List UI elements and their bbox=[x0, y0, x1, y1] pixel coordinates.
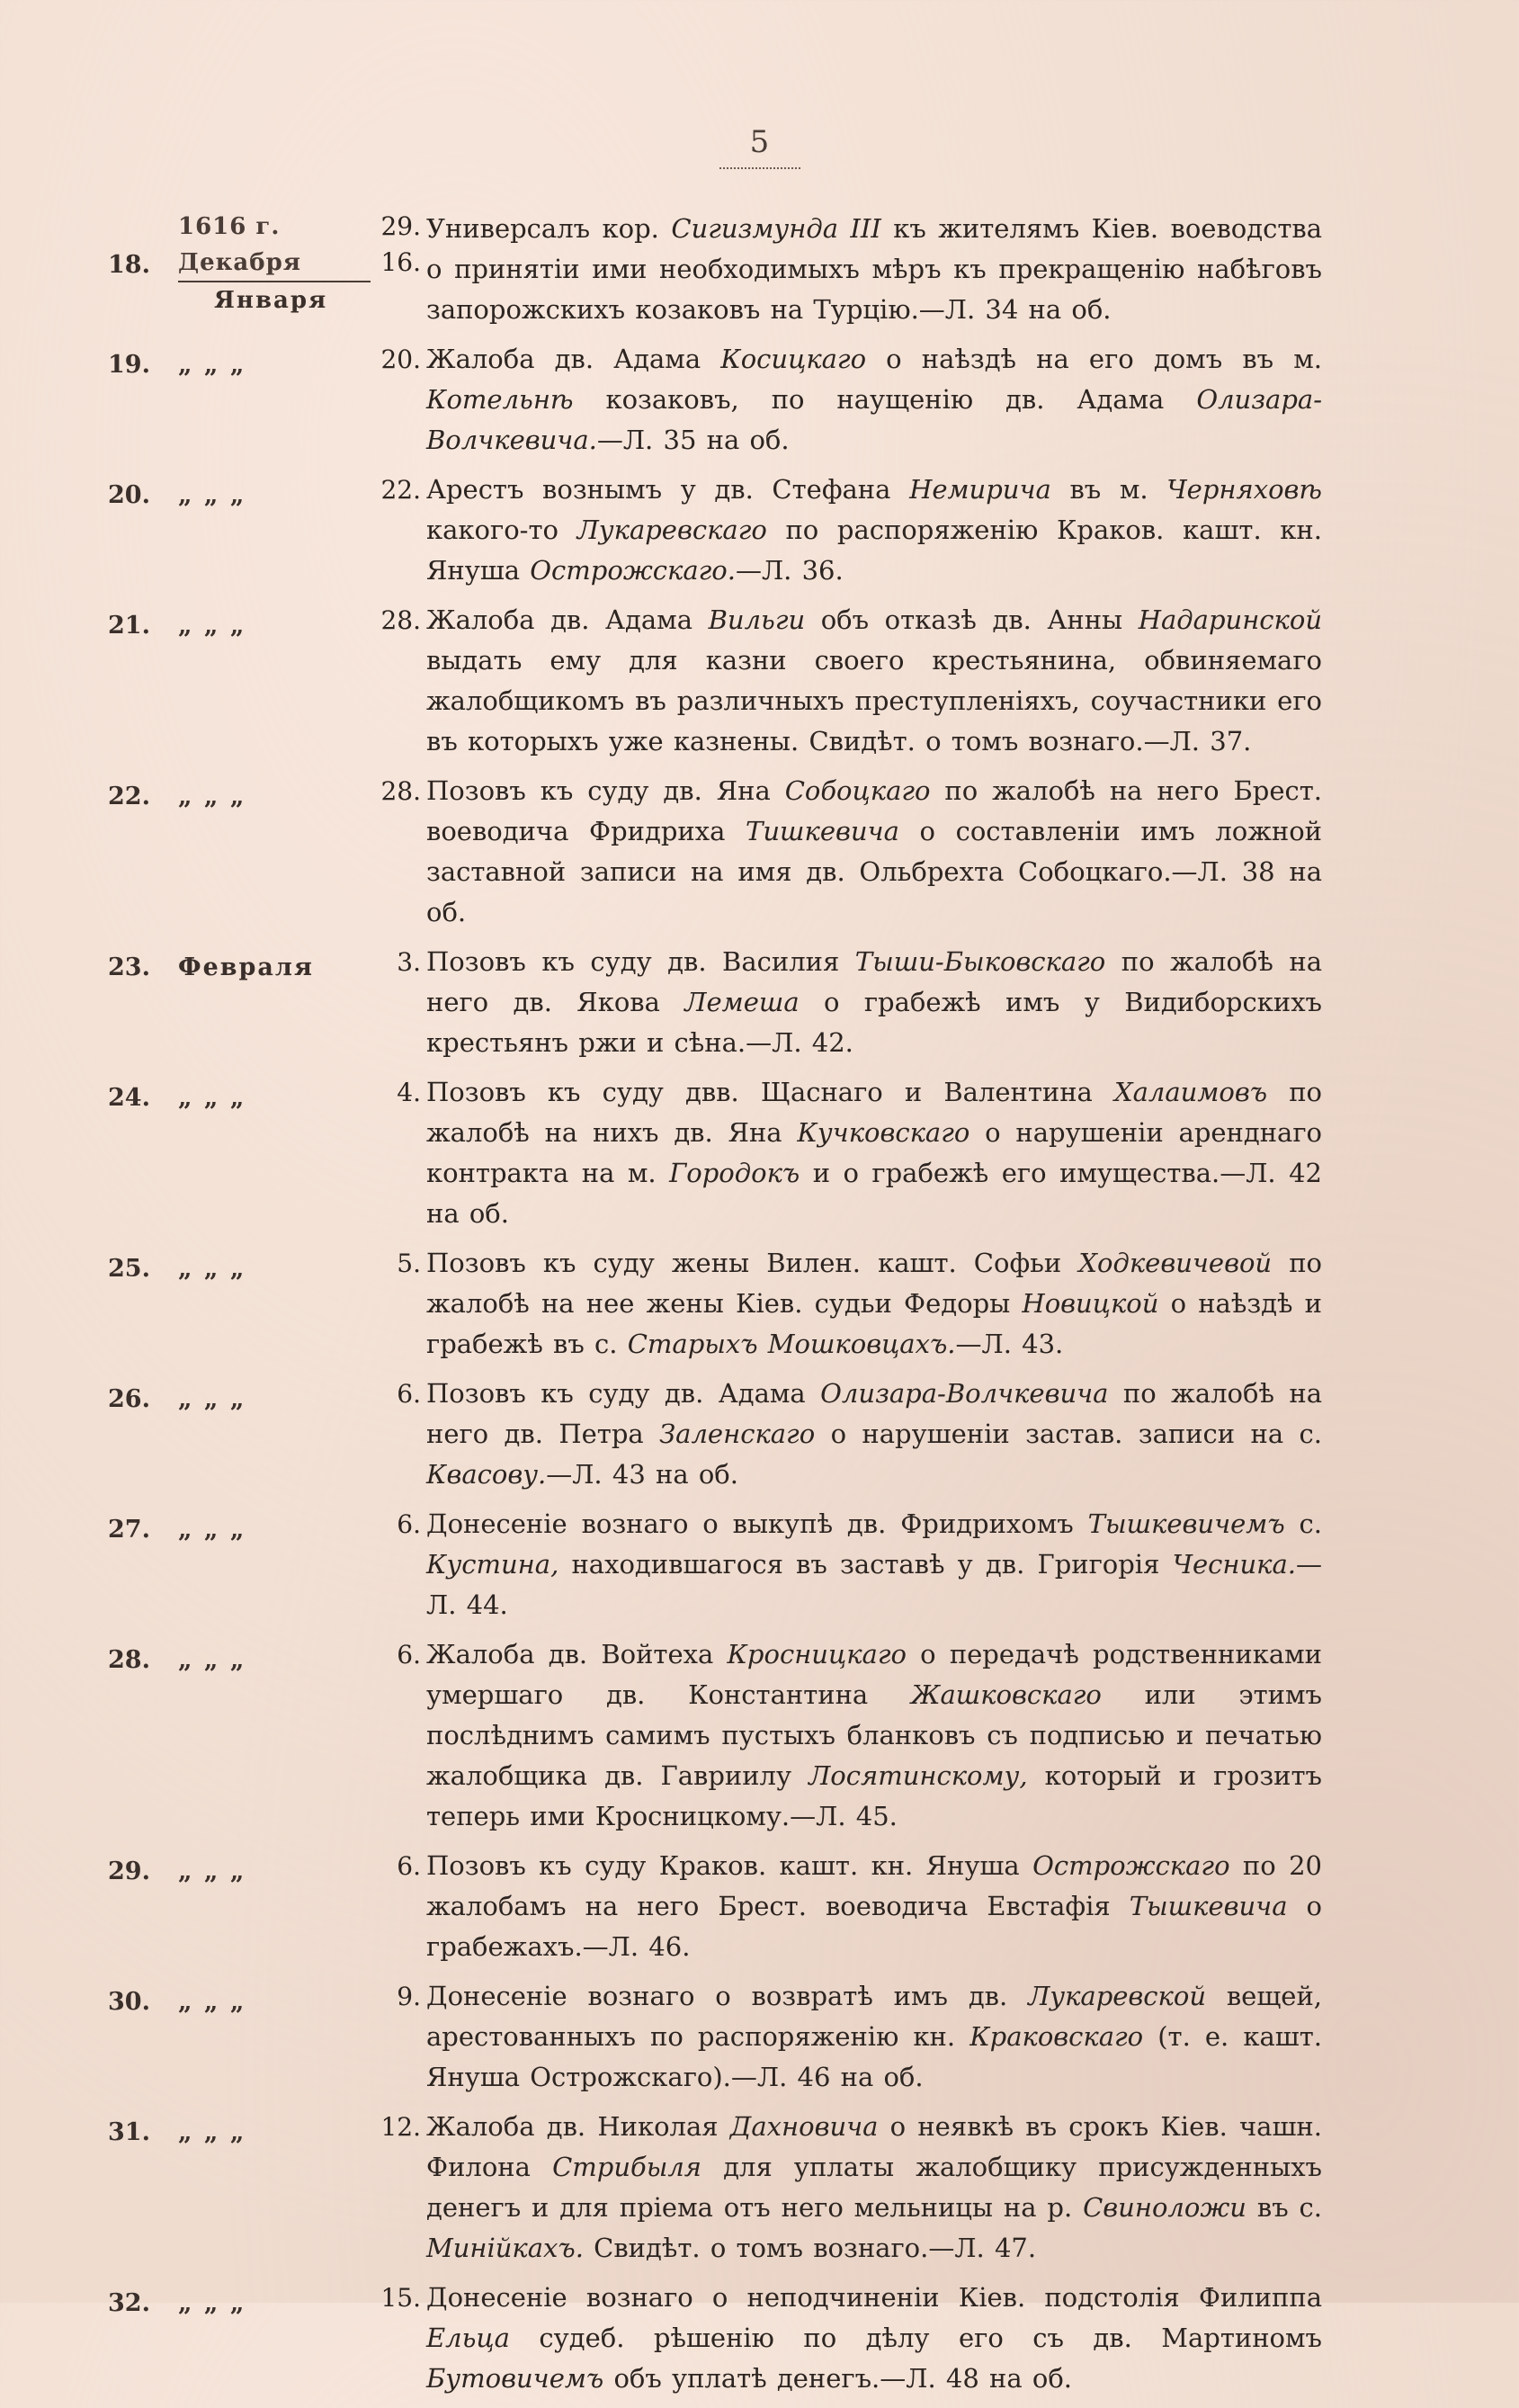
entry-description: Жалоба дв. Николая Дахновича о неявкѣ въ срокъ Кiев. чашн. Филона Стрибыля для уплаты жалобщику присужденныхъ денегъ и для прiема отъ него мельницы на р. Свиноложи въ с. Минiйкахъ. Свидѣт. о томъ вознаго.—Л. 47. bbox=[426, 2111, 1323, 2263]
entry-description: Донесенiе вознаго о возвратѣ имъ дв. Лукаревской вещей, арестованныхъ по распоряженiю кн. Краковскаго (т. е. кашт. Януша Острожскаго).—Л. 46 на об. bbox=[426, 1981, 1323, 2092]
entry-name-italic: Дахновича bbox=[729, 2111, 879, 2142]
entry-number: 21. bbox=[108, 612, 150, 640]
entry-number: 22. bbox=[108, 783, 150, 810]
entry-row bbox=[108, 1243, 1322, 1365]
entry-name-italic: Тышкевичемъ bbox=[1087, 1508, 1285, 1539]
entry-number: 19. bbox=[108, 351, 150, 379]
entry-month: „ „ „ bbox=[178, 612, 246, 640]
entry-month bbox=[164, 209, 376, 318]
entry-day: 6. bbox=[397, 1379, 421, 1409]
entry-month: Февраля bbox=[178, 953, 314, 981]
entry-date-new-style: Января bbox=[214, 287, 328, 314]
entry-month: „ „ „ bbox=[178, 1857, 246, 1885]
entry-day-old-style: 29. bbox=[380, 211, 421, 241]
entry-row bbox=[108, 209, 1322, 330]
entry-name-italic: Тышкевича bbox=[1129, 1891, 1288, 1921]
entry-name-italic: Кучковскаго bbox=[797, 1117, 970, 1148]
entry-number: 18. bbox=[108, 251, 150, 279]
entry-name-italic: Городокъ bbox=[669, 1158, 800, 1188]
entry-month: „ „ „ bbox=[178, 1988, 246, 2016]
entry-number: 27. bbox=[108, 1516, 150, 1544]
entry-number: 20. bbox=[108, 481, 150, 509]
entry-day: 28. bbox=[380, 605, 421, 635]
entry-number: 26. bbox=[108, 1385, 150, 1413]
entry-name-italic: Чесника. bbox=[1172, 1549, 1296, 1580]
entry-month: „ „ „ bbox=[178, 1084, 246, 1112]
entry-name-italic: Кросницкаго bbox=[727, 1639, 907, 1669]
entry-name-italic: Острожскаго. bbox=[530, 555, 736, 586]
entry-description: Арестъ вознымъ у дв. Стефана Немирича въ м. Черняховѣ какого-то Лукаревскаго по распоряженiю Краков. кашт. кн. Януша Острожскаго.—Л. 36. bbox=[426, 474, 1322, 586]
entry-month: „ „ „ bbox=[178, 481, 246, 509]
entry-name-italic: Краковскаго bbox=[969, 2021, 1144, 2052]
entry-name-italic: Тыши-Быковскаго bbox=[854, 946, 1106, 977]
entry-row bbox=[108, 1976, 1322, 2098]
entry-row bbox=[108, 771, 1322, 933]
entry-day: 6. bbox=[397, 1851, 421, 1881]
entry-month: „ „ „ bbox=[178, 351, 246, 379]
entry-name-italic: Ходкевичевой bbox=[1078, 1248, 1273, 1278]
entry-description: Донесенiе вознаго о неподчиненiи Кiев. подстолiя Филиппа Ельца судеб. рѣшенiю по дѣлу его съ дв. Мартиномъ Бутовичемъ объ уплатѣ денегъ.—Л. 48 на об. bbox=[426, 2282, 1322, 2394]
entry-day: 6. bbox=[397, 1640, 421, 1669]
entry-row bbox=[108, 2278, 1322, 2399]
entry-name-italic: Минiйкахъ. bbox=[426, 2233, 584, 2263]
entry-month: „ „ „ bbox=[178, 1255, 246, 1283]
page-number-text: 5 bbox=[749, 124, 770, 160]
entry-day: 12. bbox=[380, 2112, 421, 2142]
entry-number: 24. bbox=[108, 1084, 150, 1112]
entry-name-italic: Старыхъ Мошковцахъ. bbox=[627, 1329, 956, 1359]
entry-row bbox=[108, 942, 1322, 1063]
entry-name-italic: Вильги bbox=[708, 604, 806, 635]
entry-month: „ „ „ bbox=[178, 2118, 246, 2146]
entry-description: Жалоба дв. Адама Вильги объ отказѣ дв. Анны Надаринской выдать ему для казни своего крестьянина, обвиняемаго жалобщикомъ въ различныхъ преступленiяхъ, соучастники его въ которыхъ уже казнены. Свидѣт. о томъ вознаго.—Л. 37. bbox=[426, 604, 1322, 756]
entry-name-italic: Надаринской bbox=[1138, 604, 1322, 635]
entry-name-italic: Лукаревской bbox=[1028, 1981, 1206, 2011]
entry-name-italic: Косицкаго bbox=[720, 344, 867, 374]
entry-day: 22. bbox=[380, 475, 421, 505]
register-entries bbox=[108, 209, 1322, 2408]
entry-name-italic: Немирича bbox=[909, 474, 1051, 505]
entry-day: 5. bbox=[397, 1249, 421, 1278]
entry-name-italic: Свиноложи bbox=[1083, 2192, 1246, 2223]
entry-row bbox=[108, 2107, 1322, 2269]
entry-name-italic: Стрибыля bbox=[552, 2152, 701, 2182]
entry-description: Жалоба дв. Адама Косицкаго о наѣздѣ на его домъ въ м. Котельнѣ козаковъ, по наущенiю дв. Адама Олизара-Волчкевича.—Л. 35 на об. bbox=[426, 344, 1322, 455]
entry-row bbox=[108, 1504, 1322, 1625]
entry-name-italic: Сигизмунда III bbox=[671, 213, 881, 244]
entry-description: Позовъ къ суду дв. Адама Олизара-Волчкевича по жалобѣ на него дв. Петра Заленскаго о нарушенiи застав. записи на с. Квасову.—Л. 43 на об. bbox=[426, 1378, 1322, 1490]
entry-name-italic: Жашковскаго bbox=[910, 1679, 1102, 1710]
entry-day: 3. bbox=[397, 947, 421, 977]
entry-description: Позовъ къ суду жены Вилен. кашт. Софьи Ходкевичевой по жалобѣ на нее жены Кiев. судьи Федоры Новицкой о наѣздѣ и грабежѣ въ с. Старыхъ Мошковцахъ.—Л. 43. bbox=[426, 1248, 1322, 1359]
entry-name-italic: Олизара-Волчкевича bbox=[820, 1378, 1109, 1409]
entry-number: 31. bbox=[108, 2118, 150, 2146]
entry-row bbox=[108, 1374, 1322, 1495]
entry-row bbox=[108, 1846, 1322, 1967]
entry-description: Жалоба дв. Войтеха Кросницкаго о передачѣ родственниками умершаго дв. Константина Жашковскаго или этимъ послѣднимъ самимъ пустыхъ бланковъ съ подписью и печатью жалобщика дв. Гавриилу Лосятинскому, который и грозитъ теперь ими Кросницкому.—Л. 45. bbox=[426, 1639, 1323, 1831]
entry-name-italic: Лукаревскаго bbox=[576, 515, 767, 545]
entry-day: 20. bbox=[380, 345, 421, 374]
entry-name-italic: Собоцкаго bbox=[784, 775, 931, 806]
entry-name-italic: Котельнѣ bbox=[426, 384, 574, 415]
entry-name-italic: Новицкой bbox=[1022, 1288, 1159, 1319]
entry-day: 28. bbox=[380, 776, 421, 806]
entry-row bbox=[108, 1634, 1322, 1837]
entry-description: Позовъ къ суду Краков. кашт. кн. Януша Острожскаго по 20 жалобамъ на него Брест. воеводича Евстафiя Тышкевича о грабежахъ.—Л. 46. bbox=[426, 1850, 1322, 1962]
entry-month: „ „ „ bbox=[178, 1516, 246, 1544]
entry-name-italic: Халаимовъ bbox=[1113, 1077, 1268, 1107]
entry-month: „ „ „ bbox=[178, 2289, 246, 2317]
entry-number: 32. bbox=[108, 2289, 150, 2317]
entry-day bbox=[376, 209, 426, 281]
entry-row bbox=[108, 339, 1322, 461]
entry-description: Позовъ къ суду дв. Яна Собоцкаго по жалобѣ на него Брест. воеводича Фридриха Тишкевича о составленiи имъ ложной заставной записи на имя дв. Ольбрехта Собоцкаго.—Л. 38 на об. bbox=[426, 775, 1323, 927]
entry-day: 9. bbox=[397, 1982, 421, 2011]
entry-name-italic: Бутовичемъ bbox=[426, 2363, 604, 2394]
entry-description: Позовъ къ суду двв. Щаснаго и Валентина Халаимовъ по жалобѣ на нихъ дв. Яна Кучковскаго о нарушенiи аренднаго контракта на м. Городокъ и о грабежѣ его имущества.—Л. 42 на об. bbox=[426, 1077, 1322, 1229]
entry-name-italic: Тишкевича bbox=[746, 816, 899, 846]
entry-number: 30. bbox=[108, 1988, 150, 2016]
page-number-ornament bbox=[719, 162, 800, 169]
page-number bbox=[0, 124, 1519, 169]
entry-month: „ „ „ bbox=[178, 783, 246, 810]
entry-day: 4. bbox=[397, 1078, 421, 1107]
entry-description: Донесенiе вознаго о выкупѣ дв. Фридрихомъ Тышкевичемъ с. Кустина, находившагося въ заставѣ у дв. Григорiя Чесника.—Л. 44. bbox=[426, 1508, 1322, 1620]
entry-row bbox=[108, 470, 1322, 591]
entry-description: Универсалъ кор. Сигизмунда III къ жителямъ Кiев. воеводства о принятiи ими необходимыхъ мѣръ къ прекращенiю набѣговъ запорожскихъ козаковъ на Турцiю.—Л. 34 на об. bbox=[426, 213, 1322, 325]
entry-name-italic: Кустина, bbox=[426, 1549, 559, 1580]
entry-day-new-style: 16. bbox=[380, 247, 421, 277]
entry-number: 28. bbox=[108, 1646, 150, 1674]
entry-row bbox=[108, 1072, 1322, 1234]
entry-day: 15. bbox=[380, 2283, 421, 2313]
entry-date-old-style: 1616 г. Декабря bbox=[178, 209, 371, 282]
entry-name-italic: Лосятинскому, bbox=[809, 1760, 1028, 1791]
entry-description: Позовъ къ суду дв. Василия Тыши-Быковскаго по жалобѣ на него дв. Якова Лемеша о грабежѣ имъ у Видиборскихъ крестьянъ ржи и сѣна.—Л. 42. bbox=[426, 946, 1323, 1058]
entry-name-italic: Олизара-Волчкевича. bbox=[426, 384, 1322, 455]
entry-month: „ „ „ bbox=[178, 1385, 246, 1413]
entry-name-italic: Черняховѣ bbox=[1166, 474, 1322, 505]
entry-name-italic: Ельца bbox=[426, 2323, 510, 2353]
entry-row bbox=[108, 600, 1322, 762]
entry-name-italic: Заленскаго bbox=[659, 1419, 816, 1449]
entry-name-italic: Лемеша bbox=[684, 987, 800, 1017]
entry-name-italic: Квасову. bbox=[426, 1459, 547, 1490]
entry-number: 25. bbox=[108, 1255, 150, 1283]
entry-number: 23. bbox=[108, 953, 150, 981]
entry-month: „ „ „ bbox=[178, 1646, 246, 1674]
entry-name-italic: Острожскаго bbox=[1032, 1850, 1230, 1881]
entry-number: 29. bbox=[108, 1857, 150, 1885]
entry-day: 6. bbox=[397, 1509, 421, 1539]
